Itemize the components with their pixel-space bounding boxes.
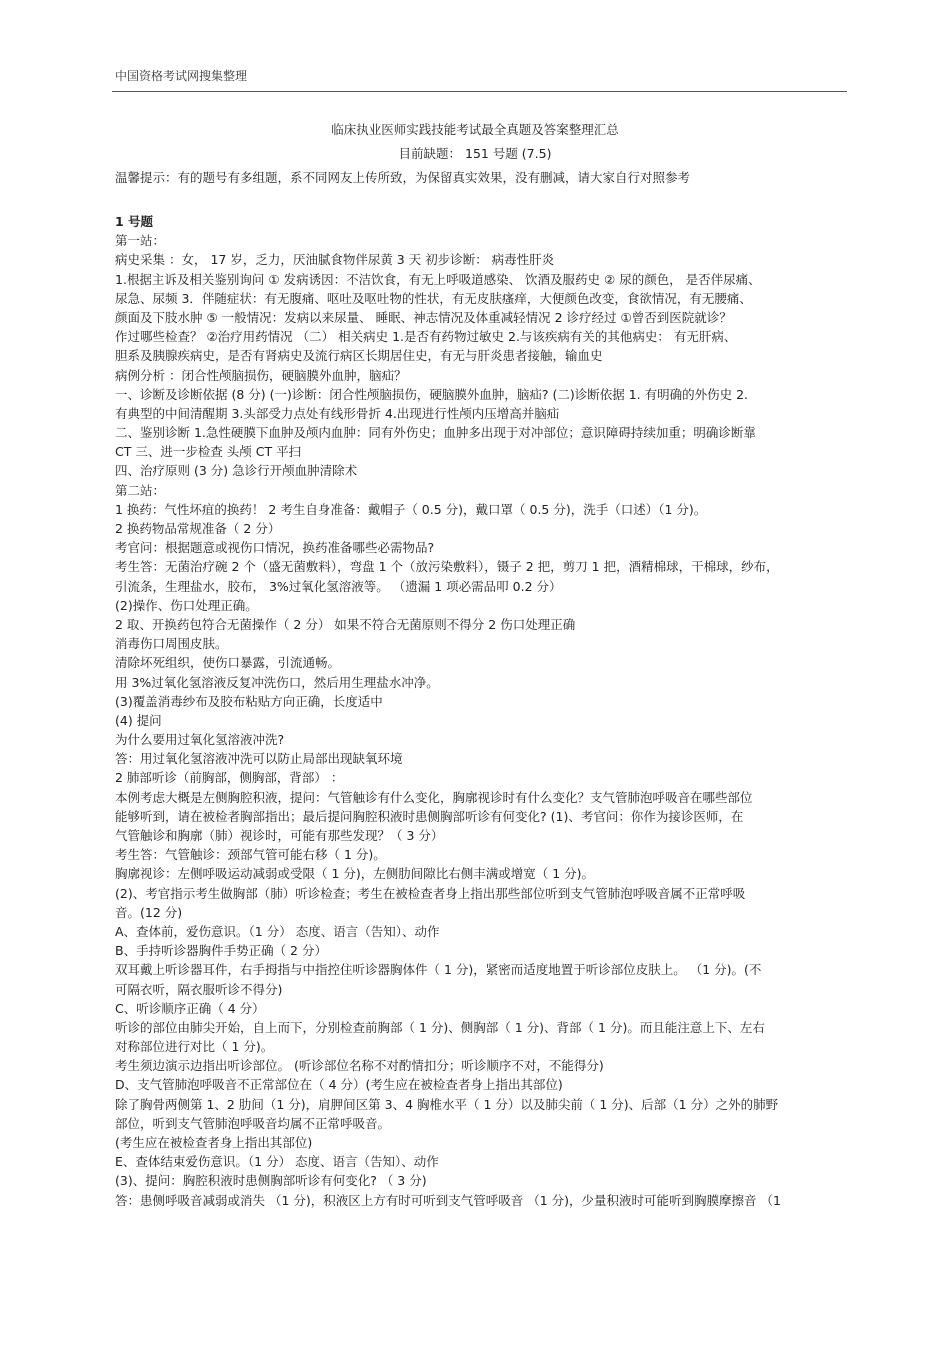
body-line: 音。(12 分) bbox=[115, 904, 183, 920]
body-line: 可隔衣听，隔衣服听诊不得分) bbox=[115, 981, 283, 997]
body-line: 病例分析 ：闭合性颅脑损伤，硬脑膜外血肿，脑疝？ bbox=[115, 367, 407, 383]
body-line: 清除坏死组织，使伤口暴露，引流通畅。 bbox=[115, 655, 341, 671]
document-subtitle: 目前缺题： 151 号题 (7.5) bbox=[398, 146, 552, 161]
body-line: 用 3%过氧化氢溶液反复冲洗伤口，然后用生理盐水冲净。 bbox=[115, 674, 439, 690]
body-line: 答：用过氧化氢溶液冲洗可以防止局部出现缺氧环境 bbox=[115, 751, 403, 767]
body-line: (3)覆盖消毒纱布及胶布粘贴方向正确，长度适中 bbox=[115, 693, 383, 709]
body-line: A、查体前，爱伤意识。（1 分） 态度、语言（告知）、动作 bbox=[115, 923, 440, 939]
body-line: 尿急、尿频 3．伴随症状：有无腹痛、呕吐及呕吐物的性状，有无皮肤瘙痒，大便颜色改变，食欲情况，有无腰痛、 bbox=[115, 290, 752, 306]
body-line: 2 换药物品常规准备（ 2 分） bbox=[115, 521, 281, 536]
document-body bbox=[115, 212, 853, 1210]
header-divider bbox=[112, 91, 847, 92]
body-line: E、查体结束爱伤意识。（1 分） 态度、语言（告知）、动作 bbox=[115, 1154, 439, 1170]
document-title: 临床执业医师实践技能考试最全真题及答案整理汇总 bbox=[331, 122, 619, 137]
body-line: 考生须边演示边指出听诊部位。 (听诊部位名称不对酌情扣分；听诊顺序不对，不能得分) bbox=[115, 1058, 604, 1074]
body-line: 答：患侧呼吸音减弱或消失 （1 分)，积液区上方有时可听到支气管呼吸音 （1 分)，少量积液时可能听到胸膜摩擦音 （1 bbox=[115, 1192, 781, 1208]
body-line: 病史采集 ：女， 17 岁，乏力，厌油腻食物伴尿黄 3 天 初步诊断： 病毒性肝炎 bbox=[115, 252, 555, 268]
body-line: 本例考虑大概是左侧胸腔积液，提问：气管触诊有什么变化，胸廓视诊时有什么变化？支气管肺泡呼吸音在哪些部位 bbox=[115, 789, 753, 805]
title-block bbox=[0, 118, 950, 166]
body-line: 四、治疗原则 (3 分) 急诊行开颅血肿清除术 bbox=[115, 463, 358, 479]
body-line: 二、鉴别诊断 1.急性硬膜下血肿及颅内血肿：同有外伤史；血肿多出现于对冲部位；意识障碍持续加重；明确诊断靠 bbox=[115, 425, 756, 441]
body-line: D、支气管肺泡呼吸音不正常部位在（ 4 分）(考生应在被检查者身上指出其部位) bbox=[115, 1077, 563, 1093]
body-line: (2)、考官指示考生做胸部（肺）听诊检查；考生在被检查者身上指出那些部位听到支气管肺泡呼吸音属不正常呼吸 bbox=[115, 885, 746, 901]
body-line: 1 号题 bbox=[115, 214, 154, 229]
body-line: 作过哪些检查？ ②治疗用药情况 （二） 相关病史 1.是否有药物过敏史 2.与该疾病有关的其他病史： 有无肝病、 bbox=[115, 329, 737, 345]
body-line: (4) 提问 bbox=[115, 712, 162, 728]
body-line: 第一站： bbox=[115, 233, 166, 249]
body-line: 考官问：根据题意或视伤口情况，换药准备哪些必需物品? bbox=[115, 540, 435, 556]
body-line: 颜面及下肢水肿 ⑤ 一般情况：发病以来尿量、 睡眠、神志情况及体重减轻情况 2 诊疗经过 ①曾否到医院就诊？ bbox=[115, 309, 732, 325]
body-line: 有典型的中间清醒期 3.头部受力点处有线形骨折 4.出现进行性颅内压增高并脑疝 bbox=[115, 405, 560, 421]
body-line: 1.根据主诉及相关鉴别询问 ① 发病诱因：不洁饮食，有无上呼吸道感染、 饮酒及服药史 ② 尿的颜色， 是否伴尿痛、 bbox=[115, 271, 761, 287]
body-line: C、听诊顺序正确（ 4 分） bbox=[115, 1000, 265, 1016]
body-line: 部位，听到支气管肺泡呼吸音均属不正常呼吸音。 bbox=[115, 1115, 391, 1131]
notice-text: 温馨提示：有的题号有多组题，系不同网友上传所致，为保留真实效果，没有删减，请大家自行对照参考 bbox=[115, 170, 691, 185]
body-line: B、手持听诊器胸件手势正确（ 2 分） bbox=[115, 943, 327, 959]
body-line: 双耳戴上听诊器耳件，右手拇指与中指控住听诊器胸体件（ 1 分)，紧密而适度地置于听诊部位皮肤上。 （1 分)。(不 bbox=[115, 962, 762, 978]
body-line: 考生答：无菌治疗碗 2 个（盛无菌敷料），弯盘 1 个（放污染敷料），镊子 2 把，剪刀 1 把，酒精棉球，干棉球，纱布， bbox=[115, 559, 779, 575]
body-line: 对称部位进行对比（ 1 分)。 bbox=[115, 1039, 274, 1055]
body-line: 一、诊断及诊断依据 (8 分) (一)诊断：闭合性颅脑损伤，硬脑膜外血肿，脑疝? (二)诊断依据 1. 有明确的外伤史 2. bbox=[115, 386, 749, 402]
body-line: 胸廓视诊：左侧呼吸运动减弱或受限（ 1 分)，左侧肋间隙比右侧丰满或增宽（ 1 分)。 bbox=[115, 866, 595, 882]
body-line: 气管触诊和胸廓（肺）视诊时，可能有那些发现？（ 3 分） bbox=[115, 828, 444, 843]
body-line: 考生答：气管触诊：颈部气管可能右移（ 1 分)。 bbox=[115, 847, 386, 863]
body-line: CT 三、进一步检查 头颅 CT 平扫 bbox=[115, 444, 302, 460]
body-line: 除了胸骨两侧第 1、2 肋间（1 分)，肩胛间区第 3、4 胸椎水平（ 1 分）以及肺尖前（ 1 分)、后部（1 分）之外的肺野 bbox=[115, 1096, 779, 1112]
document-source-header: 中国资格考试网搜集整理 bbox=[115, 69, 248, 83]
body-line: 消毒伤口周围皮肤。 bbox=[115, 636, 228, 652]
body-line: 2 肺部听诊（前胸部，侧胸部，背部） ： bbox=[115, 770, 344, 786]
body-line: (2)操作、伤口处理正确。 bbox=[115, 597, 258, 613]
body-line: 第二站： bbox=[115, 482, 166, 498]
body-line: 胆系及胰腺疾病史，是否有肾病史及流行病区长期居住史，有无与肝炎患者接触，输血史 bbox=[115, 348, 603, 364]
body-line: 1 换药：气性坏疽的换药！ 2 考生自身准备：戴帽子（ 0.5 分)，戴口罩（ 0.5 分)，洗手（口述）（1 分)。 bbox=[115, 501, 707, 517]
body-line: 为什么要用过氧化氢溶液冲洗? bbox=[115, 732, 285, 748]
body-line: 2 取、开换药包符合无菌操作（ 2 分） 如果不符合无菌原则不得分 2 伤口处理正确 bbox=[115, 616, 576, 632]
body-line: (考生应在被检查者身上指出其部位) bbox=[115, 1135, 313, 1150]
body-line: 引流条，生理盐水，胶布， 3%过氧化氢溶液等。 （遗漏 1 项必需品叩 0.2 分） bbox=[115, 578, 562, 594]
body-line: 听诊的部位由肺尖开始，自上而下，分别检查前胸部（ 1 分)、侧胸部（ 1 分)、背部（ 1 分)。而且能注意上下、左右 bbox=[115, 1019, 765, 1035]
body-line: 能够听到，请在被检者胸部指出；最后提问胸腔积液时患侧胸部听诊有何变化? (1)、考官问：你作为接诊医师，在 bbox=[115, 808, 744, 824]
body-line: (3)、提问：胸腔积液时患侧胸部听诊有何变化? （ 3 分) bbox=[115, 1173, 427, 1189]
